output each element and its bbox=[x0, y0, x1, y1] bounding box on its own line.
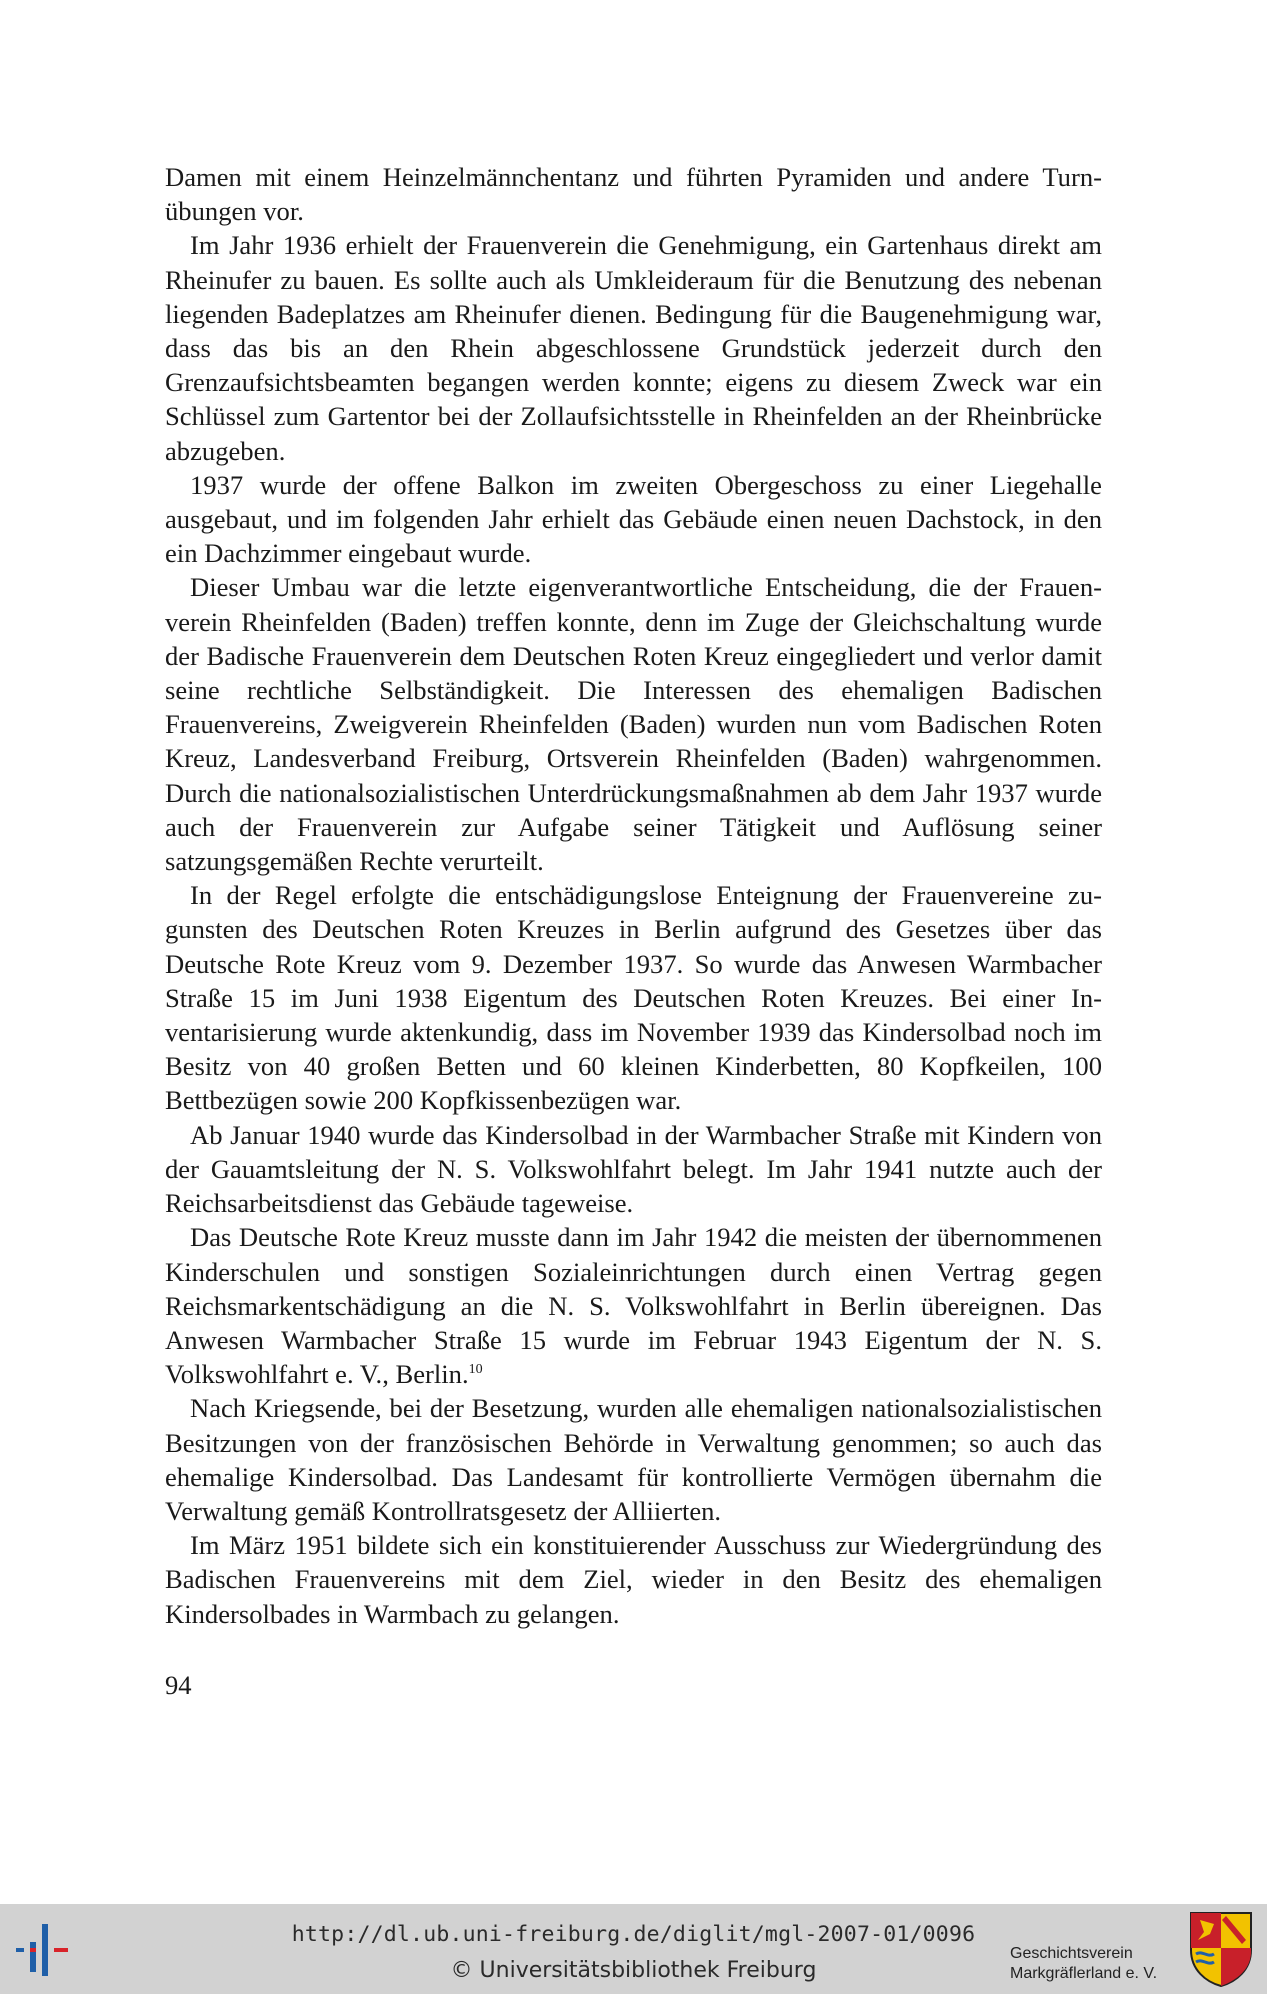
source-url-link[interactable]: http://dl.ub.uni-freiburg.de/diglit/mgl-2007-01/0096 bbox=[291, 1922, 976, 1947]
paragraph: 1937 wurde der offene Balkon im zweiten Obergeschoss zu einer Liegehalle ausgebaut, und im folgenden Jahr erhielt das Gebäude einen neuen Dachstock, in den ein Dachzimmer eingebaut wurde. bbox=[165, 469, 1102, 569]
society-name bbox=[1010, 1944, 1188, 1984]
paragraph: Dieser Umbau war die letzte eigenverantwortliche Entscheidung, die der Frauenverein Rheinfelden (Baden) treffen konnte, denn im Zuge der Gleichschaltung wurde der Badische Frauenverein dem Deutschen Roten Kreuz eingegliedert und verlor damit seine rechtliche Selbständigkeit. Die Interessen des ehemaligen Badischen Frauenvereins, Zweigverein Rheinfelden (Baden) wurden nun vom Badischen Roten Kreuz, Landesverband Freiburg, Ortsverein Rheinfelden (Baden) wahrgenommen. Durch die nationalsozialistischen Unterdrückungsmaßnahmen ab dem Jahr 1937 wurde auch der Frauenverein zur Aufgabe seiner Tätigkeit und Auflösung seiner satzungsgemäßen Rechte verurteilt. bbox=[165, 572, 1102, 877]
paragraph: Nach Kriegsende, bei der Besetzung, wurden alle ehemaligen nationalsozialistischen Besitzungen von der französischen Behörde in Verwaltung genommen; so auch das ehemalige Kindersolbad. Das Landesamt für kontrollierte Vermögen übernahm die Verwaltung gemäß Kontrollratsgesetz der Alliierten. bbox=[165, 1393, 1102, 1526]
society-name-line2: Markgräflerland e. V. bbox=[1010, 1965, 1158, 1982]
paragraph: Damen mit einem Heinzelmännchentanz und führten Pyramiden und andere Turnübungen vor. bbox=[165, 162, 1102, 227]
copyright-notice: © Universitätsbibliothek Freiburg bbox=[450, 1958, 817, 1983]
paragraph: In der Regel erfolgte die entschädigungslose Enteignung der Frauenvereine zugunsten des Deutschen Roten Kreuzes in Berlin aufgrund des Gesetzes über das Deutsche Rote Kreuz vom 9. Dezember 1937. So wurde das Anwesen Warmbacher Straße 15 im Juni 1938 Eigentum des Deutschen Roten Kreuzes. Bei einer Inventarisierung wurde aktenkundig, dass im November 1939 das Kindersolbad noch im Besitz von 40 großen Betten und 60 kleinen Kinderbetten, 80 Kopfkeilen, 100 Bettbezügen sowie 200 Kopfkissenbezügen war. bbox=[165, 880, 1102, 1116]
coat-of-arms-icon[interactable] bbox=[1188, 1910, 1254, 1988]
paragraph: Im Jahr 1936 erhielt der Frauenverein die Genehmigung, ein Gartenhaus direkt am Rheinufer zu bauen. Es sollte auch als Umkleideraum für die Benutzung des nebenan liegenden Badeplatzes am Rheinufer dienen. Bedingung für die Baugenehmigung war, dass das bis an den Rhein abgeschlossene Grundstück jederzeit durch den Grenzaufsichtsbeamten begangen werden konnte; eigens zu diesem Zweck war ein Schlüssel zum Gartentor bei der Zollaufsichtsstelle in Rheinfelden an der Rheinbrücke abzugeben. bbox=[165, 230, 1102, 466]
paragraph-text: Das Deutsche Rote Kreuz musste dann im Jahr 1942 die meisten der übernommenen Kinderschulen und sonstigen Sozialeinrichtungen durch einen Vertrag gegen Reichsmarkentschädigung an die N. S. Volkswohlfahrt in Berlin übereignen. Das Anwesen Warmbacher Straße 15 wurde im Februar 1943 Eigentum der N. S. Volkswohlfahrt e. V., Berlin. bbox=[165, 1222, 1102, 1390]
footnote-marker[interactable]: 10 bbox=[468, 1362, 483, 1378]
page-number: 94 bbox=[165, 1670, 192, 1700]
paragraph: Im März 1951 bildete sich ein konstituierender Ausschuss zur Wiedergründung des Badischen Frauenvereins mit dem Ziel, wieder in den Besitz des ehemaligen Kindersolbades in Warmbach zu gelangen. bbox=[165, 1530, 1102, 1629]
paragraph-with-footnote bbox=[165, 1220, 1102, 1391]
body-text bbox=[165, 160, 1102, 1631]
paragraph: Ab Januar 1940 wurde das Kindersolbad in der Warmbacher Straße mit Kindern von der Gauamtsleitung der N. S. Volkswohlfahrt belegt. Im Jahr 1941 nutzte auch der Reichsarbeitsdienst das Gebäude tageweise. bbox=[165, 1119, 1102, 1219]
society-name-line1: Geschichtsverein bbox=[1010, 1945, 1133, 1962]
